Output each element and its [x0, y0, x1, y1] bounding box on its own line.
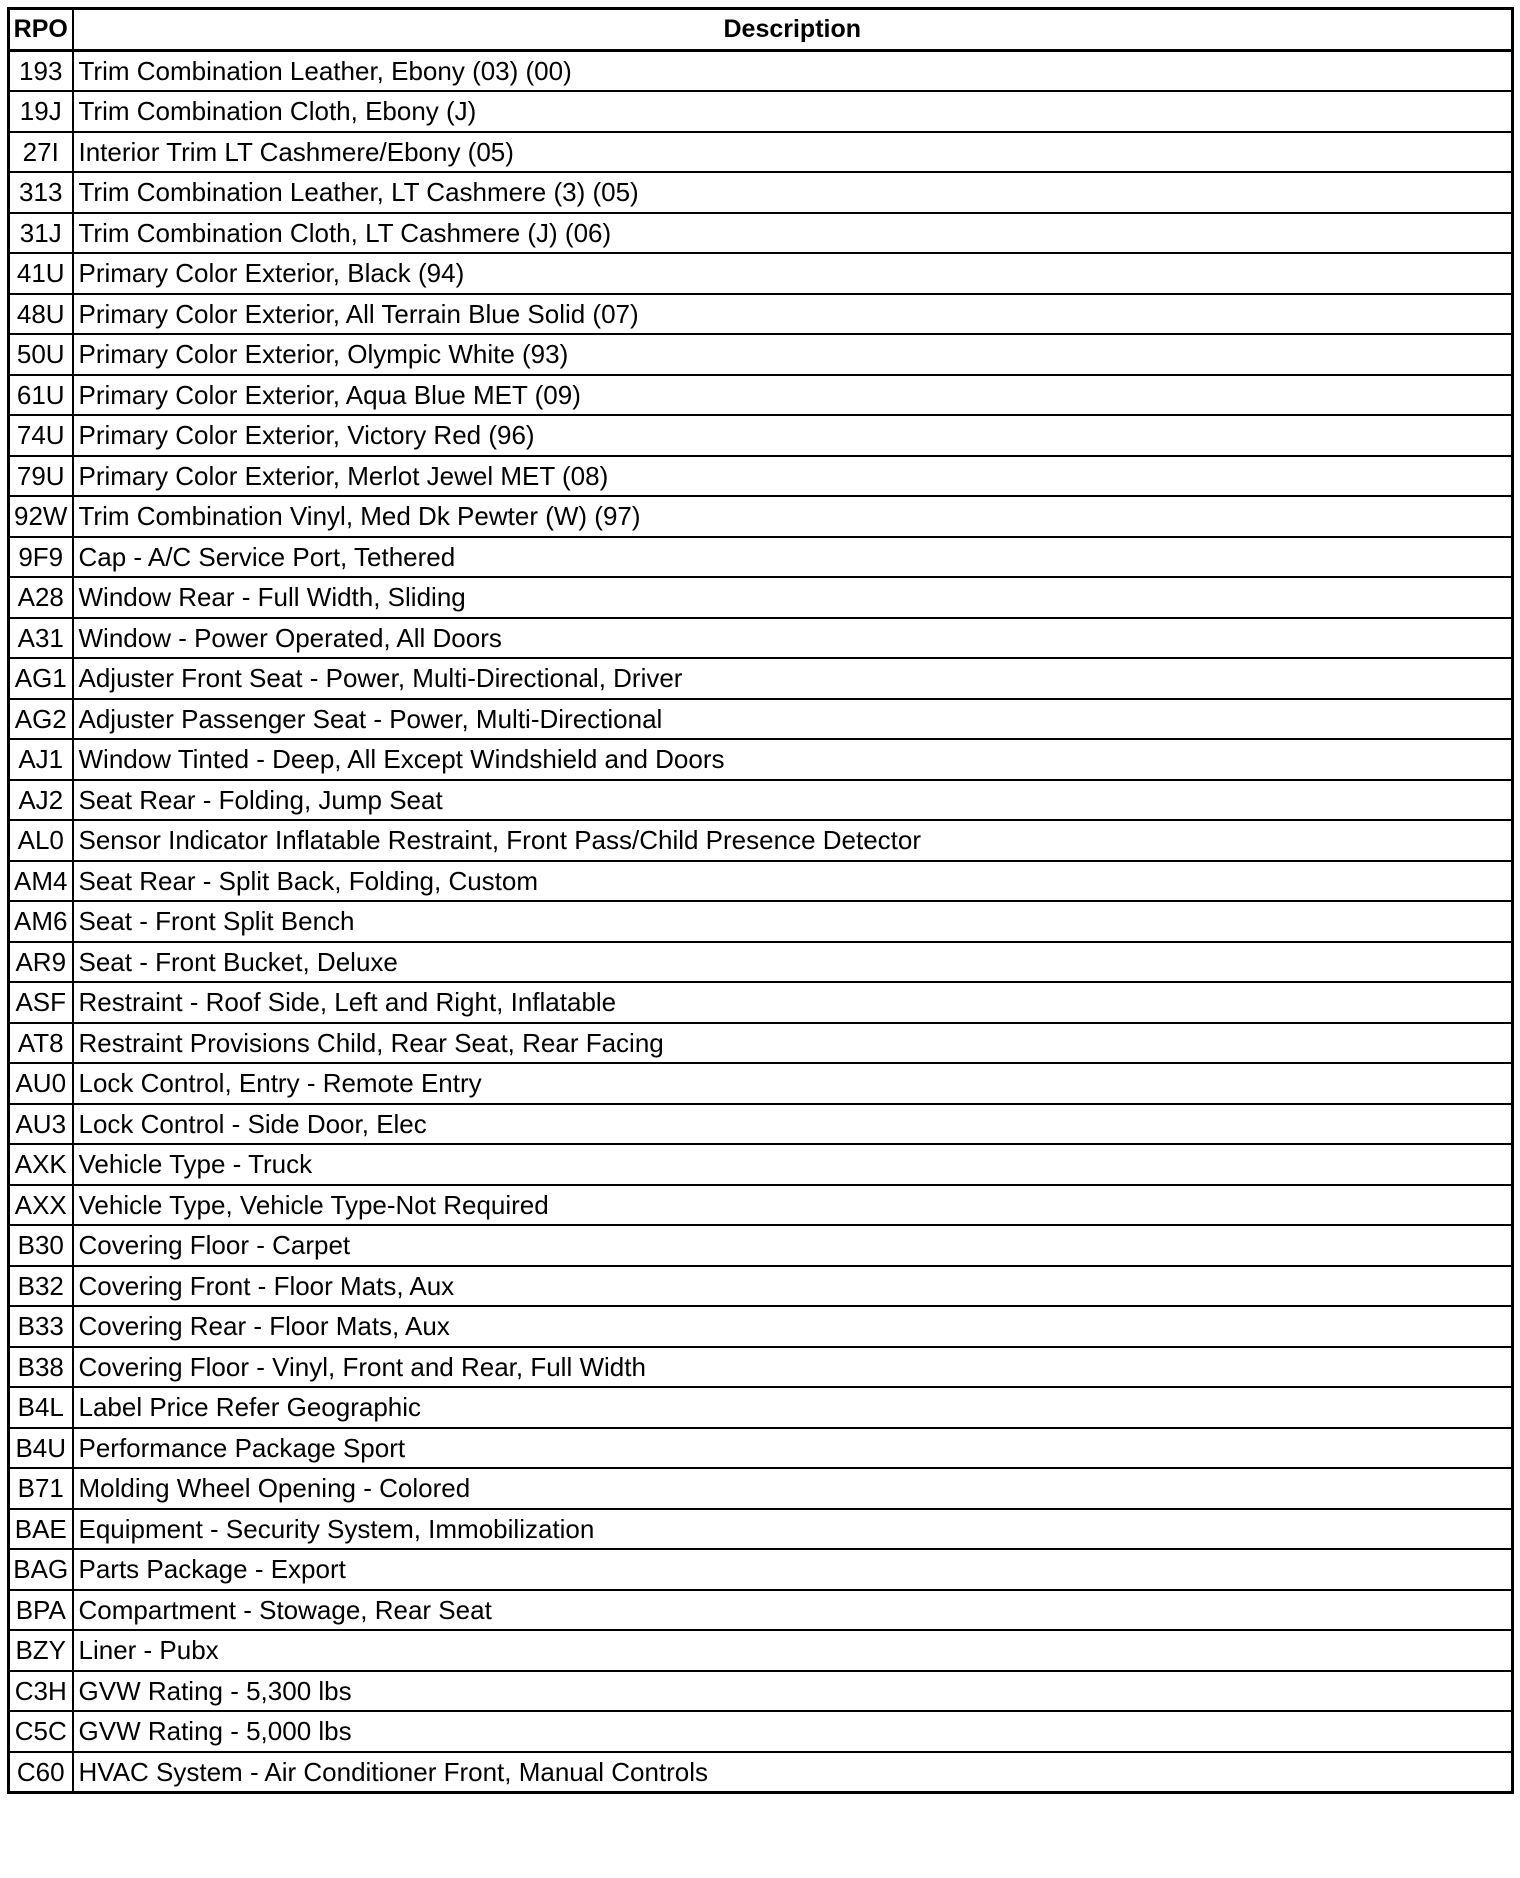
description-cell: Window - Power Operated, All Doors [73, 618, 1513, 659]
table-row [9, 1185, 1513, 1226]
table-row [9, 496, 1513, 537]
rpo-code-cell: AU0 [9, 1063, 73, 1104]
description-cell: Primary Color Exterior, Merlot Jewel MET (08) [73, 456, 1513, 497]
description-cell: Window Rear - Full Width, Sliding [73, 577, 1513, 618]
description-cell: Sensor Indicator Inflatable Restraint, Front Pass/Child Presence Detector [73, 820, 1513, 861]
description-cell: Covering Floor - Carpet [73, 1225, 1513, 1266]
table-row [9, 861, 1513, 902]
rpo-code-cell: BPA [9, 1590, 73, 1631]
rpo-code-cell: 193 [9, 50, 73, 91]
table-row [9, 1225, 1513, 1266]
table-row [9, 1266, 1513, 1307]
description-cell: Seat - Front Bucket, Deluxe [73, 942, 1513, 983]
table-row [9, 1752, 1513, 1793]
table-row [9, 91, 1513, 132]
rpo-code-cell: B71 [9, 1468, 73, 1509]
table-row [9, 1468, 1513, 1509]
description-cell: Restraint - Roof Side, Left and Right, Inflatable [73, 982, 1513, 1023]
rpo-code-cell: 74U [9, 415, 73, 456]
description-cell: Cap - A/C Service Port, Tethered [73, 537, 1513, 578]
description-cell: Trim Combination Leather, Ebony (03) (00) [73, 50, 1513, 91]
description-cell: Trim Combination Cloth, Ebony (J) [73, 91, 1513, 132]
description-cell: Compartment - Stowage, Rear Seat [73, 1590, 1513, 1631]
rpo-code-cell: AG1 [9, 658, 73, 699]
description-cell: Interior Trim LT Cashmere/Ebony (05) [73, 132, 1513, 173]
header-row [9, 9, 1513, 51]
description-cell: Vehicle Type - Truck [73, 1144, 1513, 1185]
rpo-code-cell: B38 [9, 1347, 73, 1388]
rpo-code-cell: B4U [9, 1428, 73, 1469]
rpo-code-cell: 50U [9, 334, 73, 375]
table-row [9, 1590, 1513, 1631]
rpo-code-cell: 27I [9, 132, 73, 173]
table-body [9, 50, 1513, 1793]
description-cell: Seat Rear - Split Back, Folding, Custom [73, 861, 1513, 902]
rpo-code-cell: AR9 [9, 942, 73, 983]
description-cell: Primary Color Exterior, Victory Red (96) [73, 415, 1513, 456]
rpo-code-cell: C5C [9, 1711, 73, 1752]
rpo-code-cell: 48U [9, 294, 73, 335]
rpo-code-cell: 9F9 [9, 537, 73, 578]
table-row [9, 50, 1513, 91]
rpo-code-cell: 31J [9, 213, 73, 254]
description-cell: Liner - Pubx [73, 1630, 1513, 1671]
rpo-code-cell: 79U [9, 456, 73, 497]
description-cell: Parts Package - Export [73, 1549, 1513, 1590]
rpo-code-cell: 19J [9, 91, 73, 132]
description-cell: GVW Rating - 5,000 lbs [73, 1711, 1513, 1752]
rpo-column-header: RPO [9, 9, 73, 51]
description-cell: GVW Rating - 5,300 lbs [73, 1671, 1513, 1712]
table-row [9, 1711, 1513, 1752]
rpo-code-cell: A31 [9, 618, 73, 659]
description-cell: Adjuster Passenger Seat - Power, Multi-Directional [73, 699, 1513, 740]
table-row [9, 780, 1513, 821]
rpo-code-cell: AG2 [9, 699, 73, 740]
rpo-code-cell: AT8 [9, 1023, 73, 1064]
description-cell: Adjuster Front Seat - Power, Multi-Directional, Driver [73, 658, 1513, 699]
table-row [9, 1509, 1513, 1550]
description-cell: Seat - Front Split Bench [73, 901, 1513, 942]
rpo-code-cell: ASF [9, 982, 73, 1023]
description-cell: Trim Combination Cloth, LT Cashmere (J) (06) [73, 213, 1513, 254]
table-row [9, 1671, 1513, 1712]
rpo-code-cell: AL0 [9, 820, 73, 861]
description-cell: Covering Rear - Floor Mats, Aux [73, 1306, 1513, 1347]
table-row [9, 1630, 1513, 1671]
rpo-code-cell: AXK [9, 1144, 73, 1185]
table-row [9, 658, 1513, 699]
table-row [9, 901, 1513, 942]
rpo-code-cell: C60 [9, 1752, 73, 1793]
table-row [9, 253, 1513, 294]
rpo-code-cell: B4L [9, 1387, 73, 1428]
table-row [9, 1387, 1513, 1428]
rpo-code-cell: 313 [9, 172, 73, 213]
table-row [9, 1063, 1513, 1104]
table-row [9, 618, 1513, 659]
rpo-code-cell: BZY [9, 1630, 73, 1671]
description-cell: Covering Floor - Vinyl, Front and Rear, Full Width [73, 1347, 1513, 1388]
description-cell: Label Price Refer Geographic [73, 1387, 1513, 1428]
table-row [9, 375, 1513, 416]
rpo-code-cell: 61U [9, 375, 73, 416]
description-cell: Trim Combination Leather, LT Cashmere (3) (05) [73, 172, 1513, 213]
description-cell: Seat Rear - Folding, Jump Seat [73, 780, 1513, 821]
rpo-code-cell: C3H [9, 1671, 73, 1712]
table-row [9, 415, 1513, 456]
description-cell: Vehicle Type, Vehicle Type-Not Required [73, 1185, 1513, 1226]
table-row [9, 577, 1513, 618]
rpo-code-cell: AM4 [9, 861, 73, 902]
table-row [9, 334, 1513, 375]
table-row [9, 942, 1513, 983]
rpo-code-cell: 41U [9, 253, 73, 294]
table-row [9, 699, 1513, 740]
table-header [9, 9, 1513, 51]
table-row [9, 820, 1513, 861]
table-row [9, 213, 1513, 254]
rpo-code-cell: 92W [9, 496, 73, 537]
rpo-code-cell: A28 [9, 577, 73, 618]
table-row [9, 132, 1513, 173]
table-row [9, 456, 1513, 497]
rpo-table [7, 7, 1514, 1794]
description-cell: HVAC System - Air Conditioner Front, Manual Controls [73, 1752, 1513, 1793]
description-cell: Primary Color Exterior, Black (94) [73, 253, 1513, 294]
rpo-code-cell: AXX [9, 1185, 73, 1226]
table-row [9, 1306, 1513, 1347]
description-cell: Lock Control - Side Door, Elec [73, 1104, 1513, 1145]
description-cell: Primary Color Exterior, Aqua Blue MET (09) [73, 375, 1513, 416]
rpo-code-cell: AU3 [9, 1104, 73, 1145]
rpo-code-cell: BAE [9, 1509, 73, 1550]
rpo-code-cell: BAG [9, 1549, 73, 1590]
table-row [9, 1144, 1513, 1185]
description-cell: Primary Color Exterior, All Terrain Blue Solid (07) [73, 294, 1513, 335]
rpo-code-cell: B30 [9, 1225, 73, 1266]
table-row [9, 537, 1513, 578]
description-cell: Trim Combination Vinyl, Med Dk Pewter (W) (97) [73, 496, 1513, 537]
rpo-code-cell: B33 [9, 1306, 73, 1347]
rpo-code-cell: AJ2 [9, 780, 73, 821]
rpo-code-cell: B32 [9, 1266, 73, 1307]
rpo-code-cell: AJ1 [9, 739, 73, 780]
table-row [9, 1347, 1513, 1388]
table-row [9, 982, 1513, 1023]
description-cell: Performance Package Sport [73, 1428, 1513, 1469]
table-row [9, 1428, 1513, 1469]
description-cell: Window Tinted - Deep, All Except Windshield and Doors [73, 739, 1513, 780]
description-cell: Restraint Provisions Child, Rear Seat, Rear Facing [73, 1023, 1513, 1064]
table-row [9, 1023, 1513, 1064]
description-cell: Molding Wheel Opening - Colored [73, 1468, 1513, 1509]
description-cell: Lock Control, Entry - Remote Entry [73, 1063, 1513, 1104]
table-row [9, 172, 1513, 213]
table-row [9, 294, 1513, 335]
table-row [9, 739, 1513, 780]
table-row [9, 1549, 1513, 1590]
table-row [9, 1104, 1513, 1145]
description-cell: Covering Front - Floor Mats, Aux [73, 1266, 1513, 1307]
description-cell: Primary Color Exterior, Olympic White (93) [73, 334, 1513, 375]
rpo-code-cell: AM6 [9, 901, 73, 942]
description-cell: Equipment - Security System, Immobilization [73, 1509, 1513, 1550]
rpo-document [7, 7, 1511, 1794]
description-column-header: Description [73, 9, 1513, 51]
